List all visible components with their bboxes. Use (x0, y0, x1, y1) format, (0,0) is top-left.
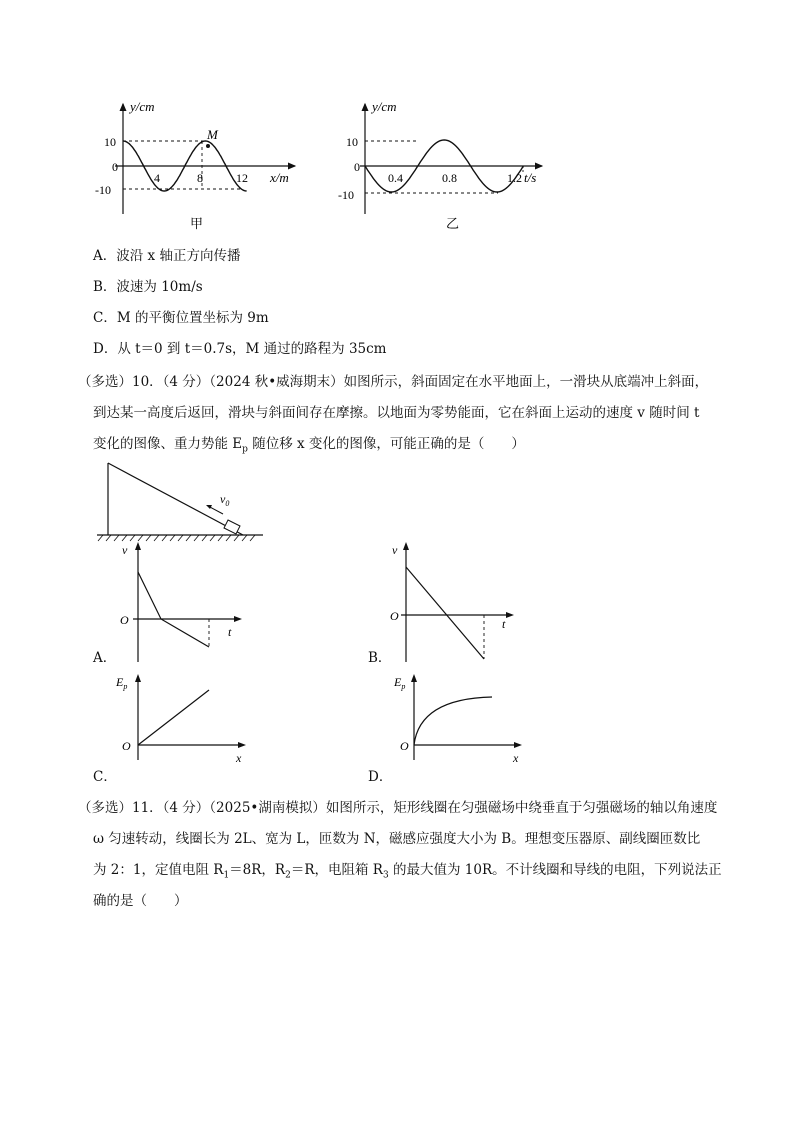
x-axis-label: t (502, 617, 506, 631)
point-m-label: M (207, 127, 218, 142)
y-axis-label: y/cm (130, 99, 155, 114)
x-axis-label: t/s (524, 170, 537, 185)
graph-c (112, 670, 252, 770)
q11-stem-line3: 为 2：1，定值电阻 $R_1=8R$，$R_2=R$，电阻箱 $R_3$ 的最大值为 10R。不计线圈和导线的电阻，下列说法正 (93, 862, 722, 881)
incline-diagram (95, 458, 270, 543)
graph-a (118, 542, 248, 667)
y-axis-label: $E_p$ (116, 675, 128, 691)
origin-label: O (400, 739, 409, 753)
vibration-graph-yi (330, 96, 580, 236)
q9-option-a: A．波沿 x 轴正方向传播 (93, 248, 241, 264)
figure-caption: 甲 (190, 216, 204, 231)
x-tick: 4 (154, 171, 160, 185)
x-axis-label: x/m (270, 170, 289, 185)
q11-stem-line2: ω 匀速转动，线圈长为 2L、宽为 L，匝数为 N，磁感应强度大小为 B。理想变压器原、副线圈匝数比 (93, 831, 701, 847)
x-tick: 1.2 (507, 171, 522, 185)
ep-line (138, 690, 209, 745)
q9-option-c: C．M 的平衡位置坐标为 9m (93, 310, 269, 326)
slider-block (224, 520, 240, 534)
x-axis-label: t (228, 625, 232, 639)
q10-stem-line1: （多选）10．（4 分）（2024 秋•威海期末）如图所示，斜面固定在水平地面上，一滑块从底端冲上斜面， (78, 374, 709, 390)
x-axis-label: x (236, 751, 242, 765)
y-axis-label: v (122, 543, 128, 557)
graph-b (386, 542, 521, 667)
y-axis-label: y/cm (372, 99, 397, 114)
graph-d-label: D． (368, 769, 393, 785)
q11-stem-line4: 确的是（ ） (93, 893, 188, 909)
graph-a-label: A． (93, 650, 117, 666)
wave-graph-jia (90, 96, 315, 236)
origin-label: O (390, 609, 399, 623)
origin-label: O (120, 613, 129, 627)
v0-label: $v_0$ (220, 492, 230, 508)
y-axis-label: $E_p$ (394, 675, 406, 691)
q11-stem-line1: （多选）11．（4 分）（2025•湖南模拟）如图所示，矩形线圈在匀强磁场中绕垂直于匀强磁场的轴以角速度 (78, 800, 718, 816)
q9-option-d: D．从 t＝0 到 t＝0.7s，M 通过的路程为 35cm (93, 341, 387, 357)
x-tick: 8 (197, 171, 203, 185)
x-tick: 0.4 (388, 171, 403, 185)
ground-hatching (98, 535, 255, 541)
ep-curve (414, 697, 492, 745)
graph-b-label: B． (368, 650, 392, 666)
graph-d (392, 670, 532, 770)
velocity-line (406, 567, 484, 659)
y-tick: 0 (112, 160, 118, 174)
graph-c-label: C． (93, 769, 117, 785)
q10-stem-line2: 到达某一高度后返回，滑块与斜面间存在摩擦。以地面为零势能面，它在斜面上运动的速度 v 随时间 t (93, 405, 700, 421)
y-tick: -10 (338, 188, 354, 202)
q10-stem-line3: 变化的图像、重力势能 $E_p$ 随位移 x 变化的图像，可能正确的是（ ） (93, 436, 525, 455)
velocity-line (138, 572, 209, 647)
y-axis-label: v (392, 543, 398, 557)
y-tick: 10 (104, 135, 116, 149)
figure-caption: 乙 (446, 216, 460, 231)
y-tick: -10 (95, 183, 111, 197)
origin-label: O (122, 739, 131, 753)
q9-option-b: B．波速为 10m/s (93, 279, 203, 295)
x-tick: 0.8 (442, 171, 457, 185)
point-m (206, 144, 210, 148)
x-axis-label: x (513, 751, 519, 765)
y-tick: 0 (354, 160, 360, 174)
x-tick: 12 (236, 171, 248, 185)
y-tick: 10 (346, 135, 358, 149)
